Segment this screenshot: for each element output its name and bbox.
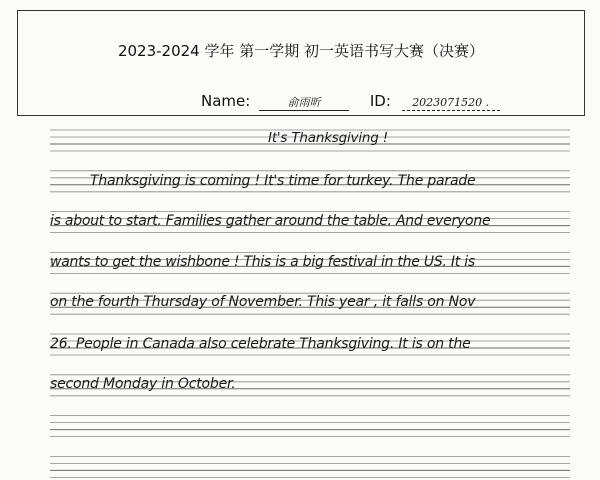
essay-line: second Monday in October.	[50, 376, 236, 392]
essay-line: on the fourth Thursday of November. This year , it falls on Nov	[50, 294, 476, 310]
essay-line: Thanksgiving is coming ! It's time for turkey. The parade	[90, 173, 476, 189]
handwriting-paper	[50, 126, 570, 480]
name-label: Name:	[201, 92, 251, 110]
essay-title: It's Thanksgiving !	[268, 130, 388, 146]
essay-line: wants to get the wishbone ! This is a big festival in the US. It is	[50, 254, 475, 270]
contest-title: 2023-2024 学年 第一学期 初一英语书写大赛（决赛）	[117, 42, 485, 60]
header-box	[17, 10, 585, 116]
student-info-row	[201, 92, 500, 111]
name-field: 俞雨昕	[259, 96, 349, 111]
id-field: 2023071520 .	[402, 96, 500, 111]
id-label: ID:	[369, 92, 391, 110]
essay-line: is about to start. Families gather around the table. And everyone	[50, 213, 491, 229]
essay-line: 26. People in Canada also celebrate Thanksgiving. It is on the	[50, 336, 471, 352]
